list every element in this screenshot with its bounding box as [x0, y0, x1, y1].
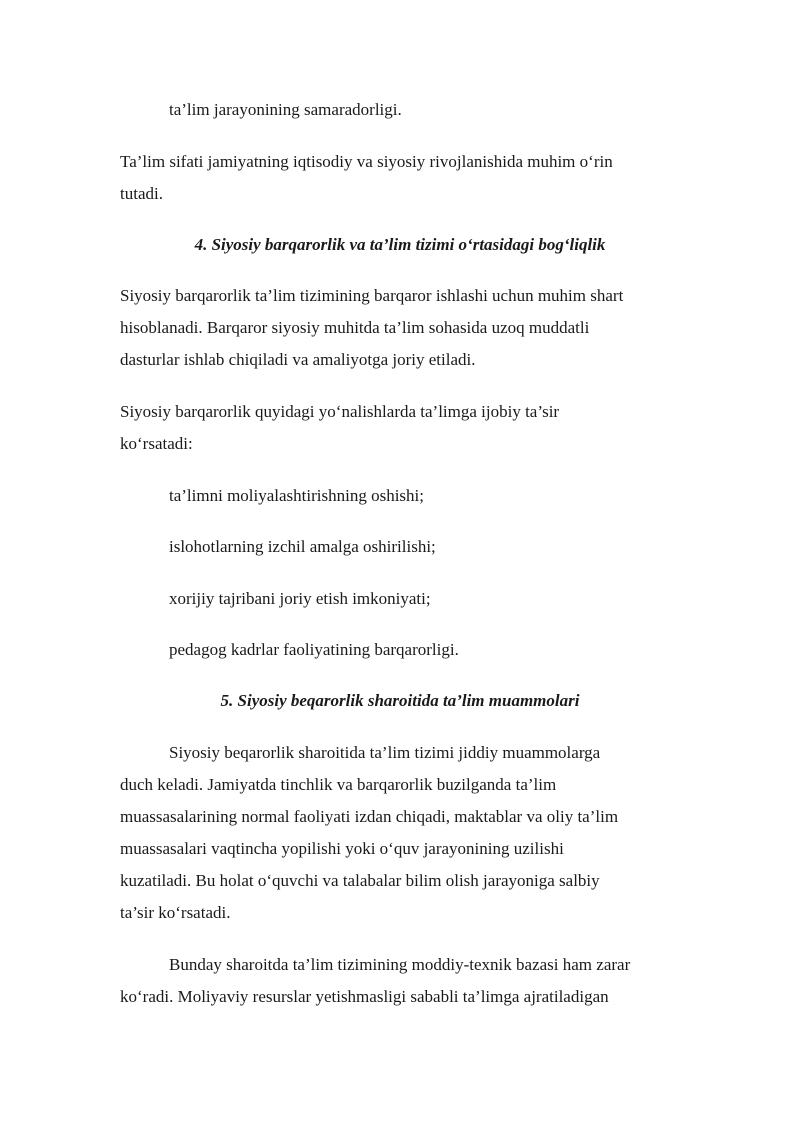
paragraph-line: Siyosiy barqarorlik quyidagi yo‘nalishlarda ta’limga ijobiy ta’sir	[120, 402, 560, 421]
paragraph-line: ko‘radi. Moliyaviy resurslar yetishmasligi sababli ta’limga ajratiladigan	[120, 987, 609, 1006]
paragraph-line: Bunday sharoitda ta’lim tizimining moddiy-texnik bazasi ham zarar	[169, 955, 631, 974]
list-item: xorijiy tajribani joriy etish imkoniyati;	[169, 589, 431, 608]
section-heading: 4. Siyosiy barqarorlik va ta’lim tizimi o‘rtasidagi bog‘liqlik	[194, 235, 606, 254]
section-heading: 5. Siyosiy beqarorlik sharoitida ta’lim muammolari	[220, 691, 580, 710]
list-item: pedagog kadrlar faoliyatining barqarorligi.	[169, 640, 459, 659]
paragraph-line: muassasalari vaqtincha yopilishi yoki o‘quv jarayonining uzilishi	[120, 839, 564, 858]
paragraph-line: ko‘rsatadi:	[120, 434, 193, 453]
paragraph-line: Siyosiy barqarorlik ta’lim tizimining barqaror ishlashi uchun muhim shart	[120, 286, 624, 305]
paragraph-line: hisoblanadi. Barqaror siyosiy muhitda ta’lim sohasida uzoq muddatli	[120, 318, 590, 337]
list-item: ta’limni moliyalashtirishning oshishi;	[169, 486, 424, 505]
paragraph-line: kuzatiladi. Bu holat o‘quvchi va talabalar bilim olish jarayoniga salbiy	[120, 871, 600, 890]
paragraph-line: tutadi.	[120, 184, 163, 203]
paragraph-line: muassasalarining normal faoliyati izdan chiqadi, maktablar va oliy ta’lim	[120, 807, 619, 826]
paragraph-line: Siyosiy beqarorlik sharoitida ta’lim tizimi jiddiy muammolarga	[169, 743, 601, 762]
paragraph-line: dasturlar ishlab chiqiladi va amaliyotga joriy etiladi.	[120, 350, 476, 369]
paragraph-line: Ta’lim sifati jamiyatning iqtisodiy va siyosiy rivojlanishida muhim o‘rin	[120, 152, 613, 171]
paragraph-line: ta’sir ko‘rsatadi.	[120, 903, 231, 922]
paragraph-line: duch keladi. Jamiyatda tinchlik va barqarorlik buzilganda ta’lim	[120, 775, 557, 794]
list-item: ta’lim jarayonining samaradorligi.	[169, 100, 402, 119]
list-item: islohotlarning izchil amalga oshirilishi;	[169, 537, 436, 556]
